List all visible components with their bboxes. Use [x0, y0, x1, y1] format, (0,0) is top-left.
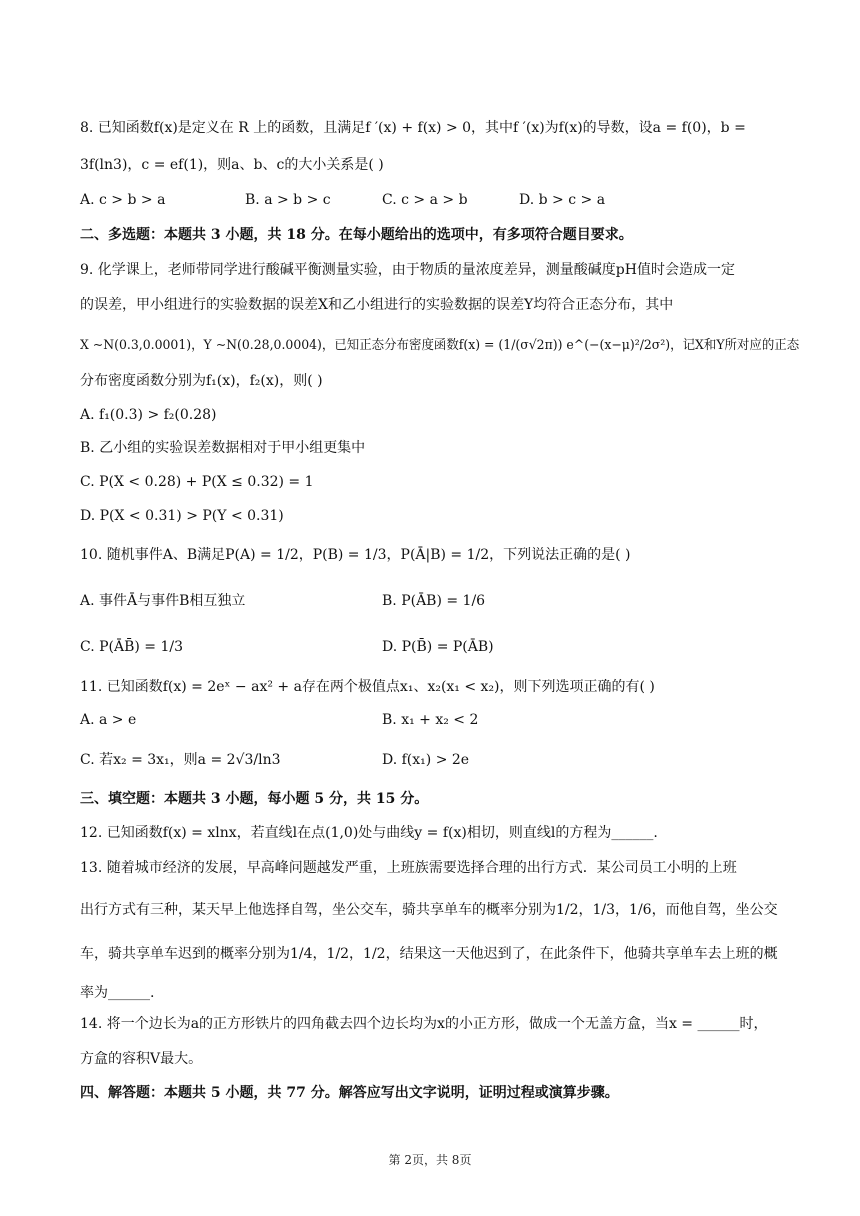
q11-option-c: C. 若x₂ = 3x₁，则a = 2√3/ln3	[80, 752, 281, 768]
section-2-heading: 二、多选题：本题共 3 小题，共 18 分。在每小题给出的选项中，有多项符合题目要求。	[80, 227, 633, 243]
q10-option-a: A. 事件Ā与事件B相互独立	[80, 593, 246, 609]
q9-line-3: X ∼N(0.3,0.0001)，Y ∼N(0.28,0.0004)，已知正态分布密度函数f(x) = (1/(σ√2π)) e^(−(x−μ)²/2σ²)，记X和Y所对应的正态	[80, 338, 800, 353]
q9-option-c: C. P(X < 0.28) + P(X ≤ 0.32) = 1	[80, 474, 314, 490]
q14-line-1: 14. 将一个边长为a的正方形铁片的四角截去四个边长均为x的小正方形，做成一个无盖方盒，当x = ______时，	[80, 1016, 768, 1032]
q10-option-d: D. P(B̄) = P(ĀB)	[382, 639, 494, 655]
q13-line-4: 率为______.	[80, 985, 155, 1001]
q14-line-2: 方盒的容积V最大。	[80, 1051, 203, 1067]
q10-option-b: B. P(ĀB) = 1/6	[382, 593, 486, 609]
q9-option-a: A. f₁(0.3) > f₂(0.28)	[80, 407, 217, 423]
q10-option-c: C. P(ĀB̄) = 1/3	[80, 639, 184, 655]
q11-line-1: 11. 已知函数f(x) = 2eˣ − ax² + a存在两个极值点x₁、x₂(x₁ < x₂)，则下列选项正确的有( )	[80, 679, 655, 695]
q8-option-d: D. b > c > a	[519, 192, 606, 208]
section-3-heading: 三、填空题：本题共 3 小题，每小题 5 分，共 15 分。	[80, 791, 429, 807]
q13-line-3: 车，骑共享单车迟到的概率分别为1/4，1/2，1/2，结果这一天他迟到了，在此条件下，他骑共享单车去上班的概	[80, 946, 778, 962]
q9-option-d: D. P(X < 0.31) > P(Y < 0.31)	[80, 508, 284, 524]
q13-line-1: 13. 随着城市经济的发展，早高峰问题越发严重，上班族需要选择合理的出行方式．某公司员工小明的上班	[80, 860, 737, 876]
q8-line-2: 3f(ln3)，c = ef(1)，则a、b、c的大小关系是( )	[80, 157, 384, 173]
q8-option-a: A. c > b > a	[80, 192, 166, 208]
q11-option-b: B. x₁ + x₂ < 2	[382, 712, 479, 728]
q9-option-b: B. 乙小组的实验误差数据相对于甲小组更集中	[80, 440, 366, 456]
q13-line-2: 出行方式有三种，某天早上他选择自驾，坐公交车，骑共享单车的概率分别为1/2，1/3，1/6，而他自驾，坐公交	[80, 902, 778, 918]
q8-line-1: 8. 已知函数f(x)是定义在 R 上的函数，且满足f ′(x) + f(x) > 0，其中f ′(x)为f(x)的导数，设a = f(0)，b =	[80, 120, 746, 136]
q12-line-1: 12. 已知函数f(x) = xlnx，若直线l在点(1,0)处与曲线y = f(x)相切，则直线l的方程为______.	[80, 825, 658, 841]
q11-option-d: D. f(x₁) > 2e	[382, 752, 470, 768]
q9-line-4: 分布密度函数分别为f₁(x)，f₂(x)，则( )	[80, 373, 323, 389]
section-4-heading: 四、解答题：本题共 5 小题，共 77 分。解答应写出文字说明，证明过程或演算步骤。	[80, 1085, 619, 1101]
page-footer: 第 2页，共 8页	[388, 1153, 472, 1167]
q11-option-a: A. a > e	[80, 712, 137, 728]
q10-line-1: 10. 随机事件A、B满足P(A) = 1/2，P(B) = 1/3，P(Ā|B) = 1/2，下列说法正确的是( )	[80, 547, 631, 563]
q8-option-b: B. a > b > c	[245, 192, 331, 208]
q9-line-1: 9. 化学课上，老师带同学进行酸碱平衡测量实验，由于物质的量浓度差异，测量酸碱度pH值时会造成一定	[80, 262, 735, 278]
q8-option-c: C. c > a > b	[382, 192, 468, 208]
q9-line-2: 的误差，甲小组进行的实验数据的误差X和乙小组进行的实验数据的误差Y均符合正态分布，其中	[80, 297, 674, 313]
